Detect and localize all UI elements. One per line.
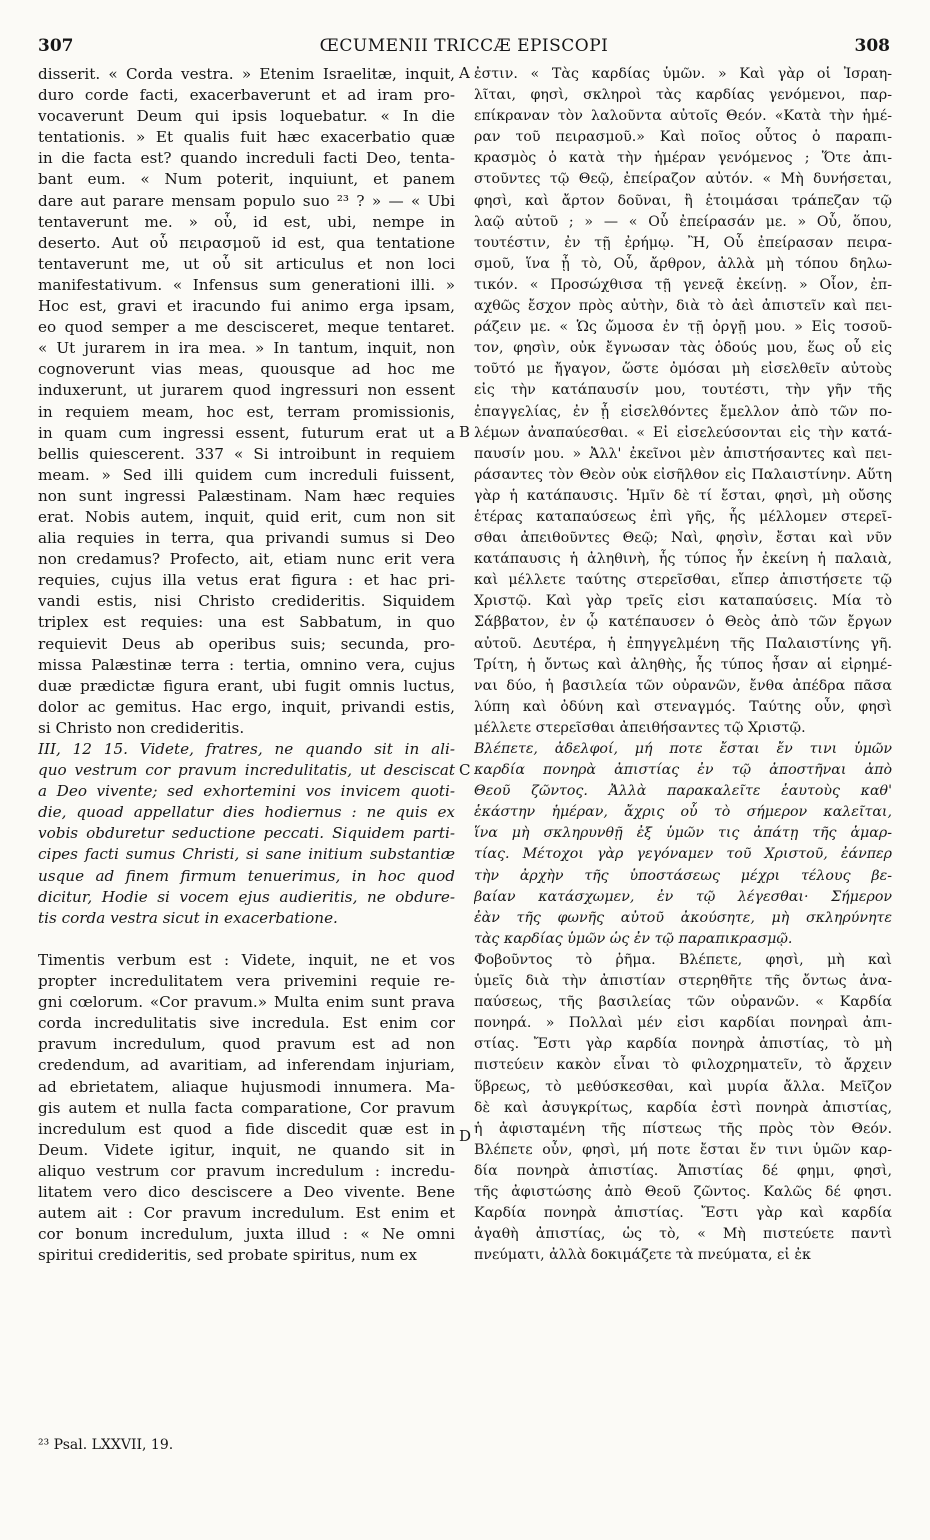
text-line: κατάπαυσις ἡ ἀληθινὴ, ἧς τύπος ἦν ἐκείνη ἡ παλαιὰ, (474, 551, 892, 568)
text-line: III, 12 15. Videte, fratres, ne quando sit in ali- (38, 740, 455, 758)
text-line: cor bonum incredulum, juxta illud : « Ne omni (38, 1225, 455, 1244)
text-line: τίας. Μέτοχοι γὰρ γεγόναμεν τοῦ Χριστοῦ, ἐάνπερ (474, 846, 892, 863)
text-line: τῆς ἀφιστώσης ἀπὸ Θεοῦ ζῶντος. Καλῶς δέ φησι. (474, 1183, 892, 1200)
text-line: Σάββατον, ἐν ᾧ κατέπαυσεν ὁ Θεὸς ἀπὸ τῶν ἔργων (474, 614, 892, 631)
text-line: ἡ ἀφισταμένη τῆς πίστεως τῆς πρὸς τὸν Θεόν. (474, 1120, 892, 1137)
running-title: ŒCUMENII TRICCÆ EPISCOPI (319, 36, 609, 56)
text-line: στοῦντες τῷ Θεῷ, ἐπείραζον αὐτόν. « Μὴ δυνήσεται, (474, 171, 892, 188)
text-line: quo vestrum cor pravum incredulitatis, ut desciscat (38, 761, 455, 780)
text-line: Φοβοῦντος τὸ ῥῆμα. Βλέπετε, φησὶ, μὴ καὶ (474, 951, 892, 968)
text-line: a Deo vivente; sed exhortemini vos invicem quoti- (38, 782, 455, 801)
text-line: in requiem meam, hoc est, terram promissionis, (38, 402, 455, 421)
text-line: σθαι ἀπειθοῦντες Θεῷ; Ναὶ, φησὶν, ἔσται καὶ νῦν (474, 530, 892, 547)
paragraph-gap (38, 929, 455, 950)
text-line: litatem vero dico desciscere a Deo vivente. Bene (38, 1182, 455, 1201)
text-line: ραν τοῦ πειρασμοῦ.» Καὶ ποῖος οὗτος ὁ παραπι- (474, 129, 892, 146)
text-line: καρδία πονηρὰ ἀπιστίας ἐν τῷ ἀποστῆναι ἀπὸ (474, 762, 892, 779)
text-line: ἵνα μὴ σκληρυνθῇ ἐξ ὑμῶν τις ἀπάτῃ τῆς ἁμαρ- (474, 825, 892, 842)
text-line: cognoverunt vias meas, quousque ad hoc me (38, 360, 455, 379)
text-line: vocaverunt Deum qui ipsis loquebatur. « In die (38, 107, 455, 126)
text-line: gis autem et nulla facta comparatione, Cor pravum (38, 1098, 455, 1117)
text-line: ἀγαθὴ ἀπιστίας, ὡς τὸ, « Μὴ πιστεύετε παντὶ (474, 1226, 892, 1243)
text-line: βαίαν κατάσχωμεν, ἐν τῷ λέγεσθαι· Σήμερον (474, 888, 892, 905)
text-line: επίκραναν τὸν λαλοῦντα αὐτοῖς Θεόν. «Κατὰ τὴν ἡμέ- (474, 108, 892, 125)
text-line: σμοῦ, ἵνα ᾖ τὸ, Οὗ, ἄρθρον, ἀλλὰ μὴ τόπου δηλω- (474, 255, 892, 272)
text-line: erat. Nobis autem, inquit, quid erit, cum non sit (38, 507, 455, 526)
text-line: πονηρά. » Πολλαὶ μέν εἰσι καρδίαι πονηραὶ ἀπι- (474, 1015, 892, 1032)
page-number-right: 308 (854, 36, 890, 56)
text-line: autem ait : Cor pravum incredulum. Est enim et (38, 1204, 455, 1223)
text-line: μέλλετε στερεῖσθαι ἀπειθήσαντες τῷ Χριστῷ. (474, 719, 806, 736)
text-line: dicitur, Hodie si vocem ejus audieritis, ne obdure- (38, 887, 455, 906)
page-number-left: 307 (38, 36, 74, 56)
text-line: ἑτέρας καταπαύσεως ἐπὶ γῆς, ἧς μέλλομεν στερεῖ- (474, 508, 892, 525)
greek-column (474, 64, 892, 1266)
text-line: αχθῶς ἔσχον πρὸς αὐτὴν, διὰ τὸ ἀεὶ ἀπιστεῖν καὶ πει- (474, 298, 892, 315)
text-line: vandi estis, nisi Christo credideritis. Siquidem (38, 592, 455, 611)
text-line: κρασμὸς ὁ κατὰ τὴν ἡμέραν γενόμενος ; Ὅτε ἀπι- (474, 150, 892, 167)
text-line: gni cœlorum. «Cor pravum.» Multa enim sunt prava (38, 993, 455, 1012)
text-line: pravum incredulum, quod pravum est ad non (38, 1035, 455, 1054)
text-line: usque ad finem firmum tenuerimus, in hoc quod (38, 866, 455, 885)
text-line: ad ebrietatem, aliaque hujusmodi innumera. Ma- (38, 1077, 455, 1096)
text-line: non credamus? Profecto, ait, etiam nunc erit vera (38, 550, 455, 569)
page-header (38, 36, 890, 62)
latin-column (38, 64, 455, 1266)
text-line: dare aut parare mensam populo suo ²³ ? » — « Ubi (38, 191, 455, 210)
text-line: παυσίν μου. » Ἀλλ' ἐκεῖνοι μὲν ἀπιστήσαντες καὶ πει- (474, 445, 892, 462)
text-line: τὰς καρδίας ὑμῶν ὡς ἐν τῷ παραπικρασμῷ. (474, 930, 793, 947)
text-line: in quam cum ingressi essent, futurum erat ut a (38, 423, 455, 442)
text-line: Βλέπετε οὖν, φησὶ, μή ποτε ἔσται ἔν τινι ὑμῶν καρ- (474, 1141, 892, 1158)
text-line: duro corde facti, exacerbaverunt et ad iram pro- (38, 86, 455, 105)
text-line: τὴν ἀρχὴν τῆς ὑποστάσεως μέχρι τέλους βε- (474, 867, 892, 884)
text-line: λαῷ αὐτοῦ ; » — « Οὗ ἐπείρασάν με. » Οὗ, ὅπου, (474, 213, 892, 230)
footnote: ²³ Psal. LXXVII, 19. (38, 1437, 174, 1453)
text-line: γὰρ ἡ κατάπαυσις. Ἡμῖν δὲ τί ἔσται, φησὶ, μὴ οὔσης (474, 487, 892, 504)
text-line: aliquo vestrum cor pravum incredulum : incredu- (38, 1161, 455, 1180)
text-line: πνεύματι, ἀλλὰ δοκιμάζετε τὰ πνεύματα, εἰ ἐκ (474, 1247, 811, 1264)
text-line: Θεοῦ ζῶντος. Ἀλλὰ παρακαλεῖτε ἑαυτοὺς καθ' (474, 783, 892, 800)
text-line: στίας. Ἔστι γὰρ καρδία πονηρὰ ἀπιστίας, τὸ μὴ (474, 1036, 892, 1053)
text-line: cipes facti sumus Christi, si sane initium substantiæ (38, 845, 455, 864)
text-line: in die facta est? quando increduli facti Deo, tenta- (38, 149, 455, 168)
text-line: λύπη καὶ ὀδύνη καὶ στεναγμός. Ταύτης οὖν, φησὶ (474, 698, 892, 715)
text-line: die, quoad appellatur dies hodiernus : ne quis ex (38, 803, 455, 822)
section-marker-b: B (459, 423, 471, 441)
text-line: tentaverunt me. » οὗ, id est, ubi, nempe in (38, 212, 455, 231)
text-line: propter incredulitatem vera privemini requie re- (38, 972, 455, 991)
section-marker-d: D (459, 1127, 472, 1145)
text-line: requies, cujus illa vetus erat figura : et hac pri- (38, 571, 455, 590)
text-line: si Christo non credideritis. (38, 718, 245, 737)
text-line: δία πονηρὰ ἀπιστίας. Ἀπιστίας δέ φημι, φησὶ, (474, 1162, 892, 1179)
text-line: λέμων ἀναπαύεσθαι. « Εἰ εἰσελεύσονται εἰς τὴν κατά- (474, 424, 892, 441)
text-line: manifestativum. « Infensus sum generationi illi. » (38, 275, 455, 294)
text-line: ἐὰν τῆς φωνῆς αὐτοῦ ἀκούσητε, μὴ σκληρύνητε (474, 909, 892, 926)
text-line: Καρδία πονηρὰ ἀπιστίας. Ἔστι γὰρ καὶ καρδία (474, 1205, 892, 1222)
text-line: spiritui credideritis, sed probate spiritus, num ex (38, 1246, 417, 1265)
text-line: λῖται, φησὶ, σκληροὶ τὰς καρδίας γενόμενοι, παρ- (474, 87, 892, 104)
text-line: ἐστιν. « Τὰς καρδίας ὑμῶν. » Καὶ γὰρ οἱ Ἰσραη- (474, 66, 892, 82)
text-line: τον, φησὶν, οὐκ ἔγνωσαν τὰς ὁδούς μου, ἕως οὗ εἰς (474, 340, 892, 357)
text-line: corda incredulitatis sive incredula. Est enim cor (38, 1014, 455, 1033)
text-line: δὲ καὶ ἀσυγκρίτως, καρδία ἐστὶ πονηρὰ ἀπιστίας, (474, 1099, 892, 1116)
text-line: disserit. « Corda vestra. » Etenim Israelitæ, inquit, (38, 65, 455, 83)
text-line: καὶ μέλλετε ταύτης στερεῖσθαι, εἴπερ ἀπιστήσετε τῷ (474, 572, 892, 589)
text-line: τουτέστιν, ἐν τῇ ἐρήμῳ. Ἢ, Οὗ ἐπείρασαν πειρα- (474, 234, 892, 251)
text-line: « Ut jurarem in ira mea. » In tantum, inquit, non (38, 339, 455, 358)
text-line: ἑκάστην ἡμέραν, ἄχρις οὗ τὸ σήμερον καλεῖται, (474, 804, 892, 821)
text-line: tentaverunt me, ut οὗ sit articulus et non loci (38, 254, 455, 273)
text-line: παύσεως, τῆς βασιλείας τῶν οὐρανῶν. « Καρδία (474, 994, 892, 1011)
text-line: deserto. Aut οὗ πειρασμοῦ id est, qua tentatione (38, 233, 455, 252)
text-line: ράζειν με. « Ὡς ὤμοσα ἐν τῇ ὀργῇ μου. » Εἰς τοσοῦ- (474, 319, 892, 336)
text-line: ὕβρεως, τὸ μεθύσκεσθαι, καὶ μυρία ἄλλα. Μεῖζον (474, 1078, 892, 1095)
text-line: duæ prædictæ figura erant, ubi fugit omnis luctus, (38, 676, 455, 695)
text-line: Deum. Videte igitur, inquit, ne quando sit in (38, 1140, 455, 1159)
text-line: φησὶ, καὶ ἄρτον δοῦναι, ἢ ἑτοιμάσαι τράπεζαν τῷ (474, 192, 892, 209)
text-line: tis corda vestra sicut in exacerbatione. (38, 908, 338, 927)
text-line: vobis obduretur seductione peccati. Siquidem parti- (38, 824, 455, 843)
text-line: bellis quiescerent. 337 « Si introibunt in requiem (38, 444, 455, 463)
text-line: ναι δύο, ἡ βασιλεία τῶν οὐρανῶν, ἔνθα ἀπέδρα πᾶσα (474, 677, 892, 694)
text-line: tentationis. » Et qualis fuit hæc exacerbatio quæ (38, 128, 455, 147)
text-line: πιστεύειν κακὸν εἶναι τὸ φιλοχρηματεῖν, τὸ ἄρχειν (474, 1057, 892, 1074)
text-line: meam. » Sed illi quidem cum increduli fuissent, (38, 465, 455, 484)
text-line: requievit Deus ab operibus suis; secunda, pro- (38, 634, 455, 653)
text-line: Βλέπετε, ἀδελφοί, μή ποτε ἔσται ἔν τινι ὑμῶν (474, 741, 892, 757)
text-line: Timentis verbum est : Videte, inquit, ne et vos (38, 950, 455, 969)
text-line: τικόν. « Προσώχθισα τῇ γενεᾷ ἐκείνῃ. » Οἷον, ἐπ- (474, 276, 892, 293)
text-line: ὑμεῖς διὰ τὴν ἀπιστίαν στερηθῆτε τῆς ὄντως ἀνα- (474, 973, 892, 990)
text-line: triplex est requies: una est Sabbatum, in quo (38, 613, 455, 632)
text-line: τοῦτό με ἤγαγον, ὥστε ὀμόσαι μὴ εἰσελθεῖν αὐτοὺς (474, 361, 892, 378)
section-marker-c: C (459, 761, 471, 779)
text-line: eo quod semper a me descisceret, meque tentaret. (38, 318, 455, 337)
section-marker-a: A (459, 64, 470, 82)
text-line: dolor ac gemitus. Hac ergo, inquit, privandi estis, (38, 697, 455, 716)
text-line: credendum, ad avaritiam, ad inferendam injuriam, (38, 1056, 455, 1075)
text-line: Χριστῷ. Καὶ γὰρ τρεῖς εἰσι καταπαύσεις. Μία τὸ (474, 593, 892, 610)
text-line: missa Palæstinæ terra : tertia, omnino vera, cujus (38, 655, 455, 674)
text-line: induxerunt, ut jurarem quod ingressuri non essent (38, 381, 455, 400)
text-line: ράσαντες τὸν Θεὸν οὐκ εἰσῆλθον εἰς Παλαιστίνην. Αὕτη (474, 466, 892, 483)
text-line: εἰς τὴν κατάπαυσίν μου, τουτέστι, τὴν γῆν τῆς (474, 382, 892, 399)
text-line: αὐτοῦ. Δευτέρα, ἡ ἐπηγγελμένη τῆς Παλαιστίνης γῆ. (474, 635, 892, 652)
text-line: alia requies in terra, qua privandi sumus si Deo (38, 529, 455, 548)
text-line: bant eum. « Num poterit, inquiunt, et panem (38, 170, 455, 189)
text-line: Hoc est, gravi et iracundo fui animo erga ipsam, (38, 297, 455, 316)
text-line: incredulum est quod a fide discedit quæ est in (38, 1119, 455, 1138)
text-line: Τρίτη, ἡ ὄντως καὶ ἀληθὴς, ἧς τύπος ἦσαν αἱ εἰρημέ- (474, 656, 892, 673)
text-line: non sunt ingressi Palæstinam. Nam hæc requies (38, 486, 455, 505)
text-line: ἐπαγγελίας, ἐν ᾗ εἰσελθόντες ἔμελλον ἀπὸ τῶν πο- (474, 403, 892, 420)
